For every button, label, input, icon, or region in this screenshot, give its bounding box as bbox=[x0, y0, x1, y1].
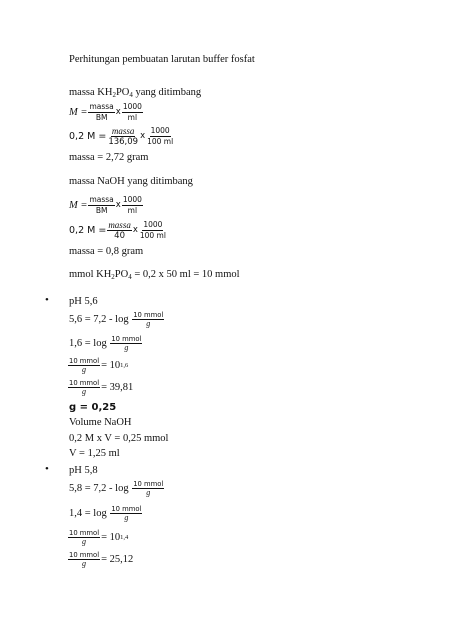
ph56-label: pH 5,6 bbox=[69, 296, 98, 307]
kh2po4-equation-2: 0,2 M = $\frac{\text{massa}}{136,09}$ x $\frac{1000}{100 ml}$ bbox=[69, 125, 174, 147]
mmol-line: mmol $KH_2PO_4 = 0,2$ x 50 ml = 10 mmol bbox=[69, 269, 240, 281]
naoh-equation-1: M = $\frac{\text{massa}}{BM}$ x $\frac{1000}{ml}$ bbox=[69, 194, 142, 215]
ph58-line-3: $\frac{\text{10 mmol}}{g}$ = 10 1,4 bbox=[69, 528, 129, 546]
kh2po4-result: massa = 2,72 gram bbox=[69, 152, 149, 163]
ph56-volume-equation: 0,2 M x V = 0,25 mmol bbox=[69, 433, 169, 444]
ph56-volume-result: V = 1,25 ml bbox=[69, 448, 120, 459]
ph56-line-4: $\frac{\text{10 mmol}}{g}$ = 39,81 bbox=[69, 378, 134, 396]
ph58-line-1: 5,8 = 7,2 - log $\frac{\text{10 mmol}}{g}$ bbox=[69, 479, 164, 497]
bullet-icon: • bbox=[45, 463, 49, 475]
naoh-result: massa = 0,8 gram bbox=[69, 246, 144, 257]
ph58-label: pH 5,8 bbox=[69, 465, 98, 476]
ph58-line-2: 1,4 = log $\frac{\text{10 mmol}}{g}$ bbox=[69, 504, 142, 522]
kh2po4-heading: massa $KH_2PO_4$ yang ditimbang bbox=[69, 87, 202, 99]
ph56-volume-heading: Volume NaOH bbox=[69, 417, 132, 428]
naoh-equation-2: 0,2 M = $\frac{\text{massa}}{40}$ x $\frac{1000}{100 ml}$ bbox=[69, 219, 166, 241]
ph56-line-3: $\frac{\text{10 mmol}}{g}$ = 10 1,6 bbox=[69, 356, 129, 374]
kh2po4-equation-1: M = $\frac{\text{massa}}{BM}$ x $\frac{1000}{ml}$ bbox=[69, 101, 142, 122]
ph56-line-2: 1,6 = log $\frac{\text{10 mmol}}{g}$ bbox=[69, 334, 142, 352]
bullet-icon: • bbox=[45, 294, 49, 306]
ph56-line-1: 5,6 = 7,2 - log $\frac{\text{10 mmol}}{g}$ bbox=[69, 310, 164, 328]
page-title: Perhitungan pembuatan larutan buffer fosfat bbox=[69, 54, 255, 65]
ph58-line-4: $\frac{\text{10 mmol}}{g}$ = 25,12 bbox=[69, 550, 134, 568]
ph56-g-value: g = 0,25 bbox=[69, 402, 117, 413]
naoh-heading: massa NaOH yang ditimbang bbox=[69, 176, 193, 187]
